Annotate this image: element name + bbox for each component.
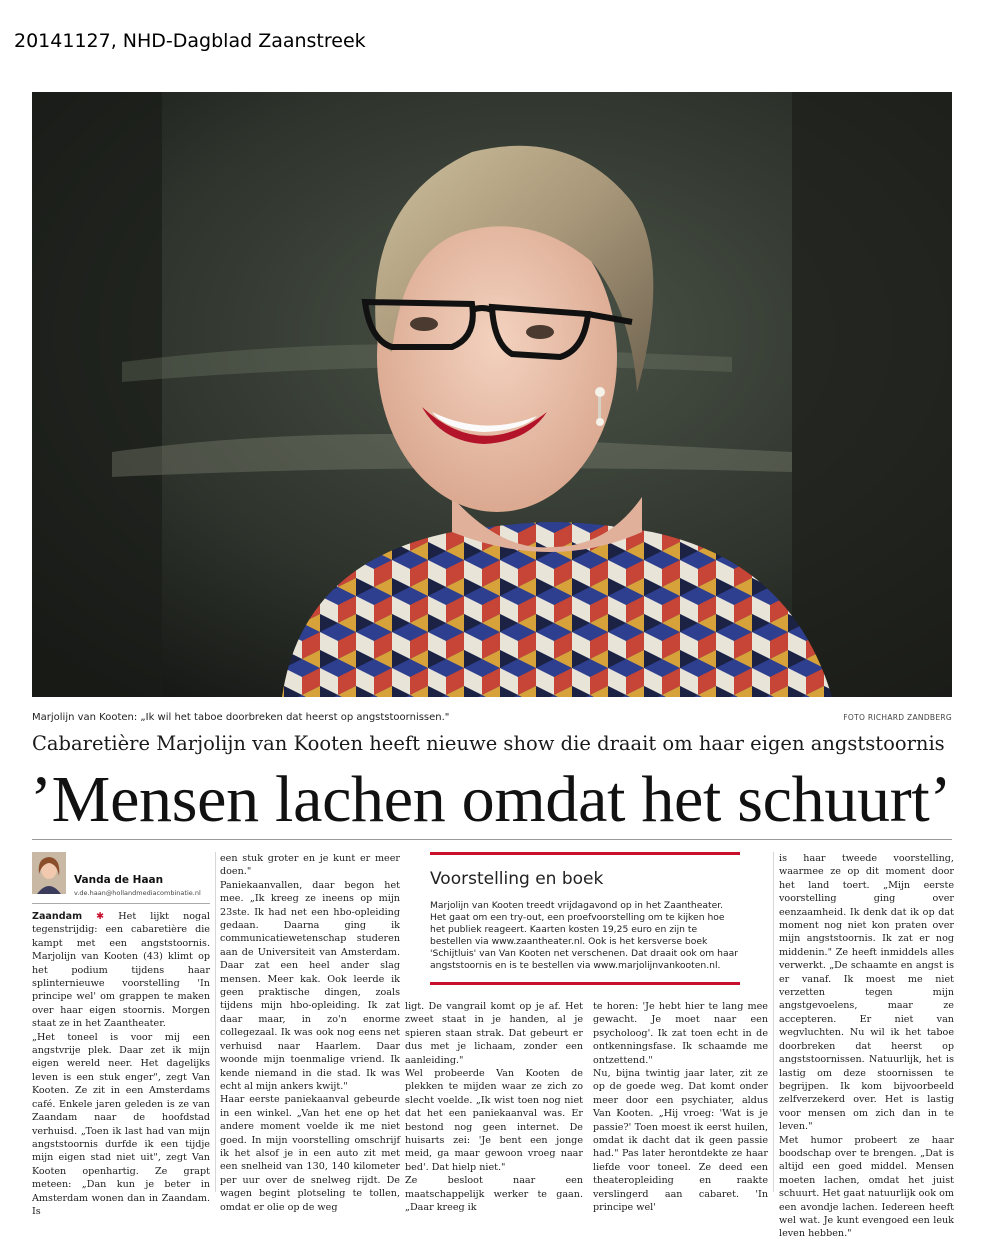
- paragraph: is haar tweede voorstelling, waarmee ze op dit moment door het land toert. „Mijn eerste voorstelling ging over eenzaamheid. Ik denk dat ik op dat moment nog niet kon praten over mijn angststoornis. Ik zat er nog middenin." Ze heeft inmiddels alles verwerkt. „De schaamte en angst is er vanaf. Ik moest me niet verzetten tegen mijn angstgevoelens, maar ze accepteren. Er niet van wegvluchten. Nu wil ik het taboe doorbreken dat heerst op angststoornissen. Natuurlijk, het is lastig om deze stoornissen te begrijpen. Ik kom bijvoorbeeld zelfverzekerd over. Het is lastig voor mensen om zich dan in te leven.": [779, 853, 954, 1133]
- avatar: [32, 852, 66, 894]
- dateline: Zaandam: [32, 911, 83, 922]
- article-headline: ’Mensen lachen omdat het schuurt’: [30, 763, 952, 836]
- paragraph: ligt. De vangrail komt op je af. Het zweet staat in je handen, al je spieren staan strak. Dat gebeurt er dus met je lichaam, zonder een aanleiding.": [405, 1001, 583, 1066]
- paragraph: [32, 910, 210, 1031]
- divider: [430, 982, 740, 985]
- article-column-5: [779, 852, 954, 1241]
- paragraph: Nu, bijna twintig jaar later, zit ze op de goede weg. Dat komt onder meer door een psychiater, aldus Van Kooten. „Hij vroeg: 'Wat is je passie?' Toen moest ik eerst huilen, omdat ik dacht dat ik geen passie had." Pas later herontdekte ze haar liefde voor toneel. Ze deed een theateropleiding en raakte verslingerd aan cabaret. 'In principe wel': [593, 1068, 768, 1214]
- paragraph: Ze besloot naar een maatschappelijk werker te gaan. „Daar kreeg ik: [405, 1175, 583, 1214]
- caption-text: Marjolijn van Kooten: „Ik wil het taboe doorbreken dat heerst op angststoornissen.": [32, 712, 450, 723]
- photo-caption: [32, 712, 952, 728]
- author-email: v.de.haan@hollandmediacombinatie.nl: [74, 889, 201, 897]
- author-name: Vanda de Haan: [74, 874, 164, 886]
- article-kicker: Cabaretière Marjolijn van Kooten heeft nieuwe show die draait om haar eigen angststoornis: [32, 732, 945, 755]
- portrait-illustration: [32, 92, 952, 697]
- article-column-3: [405, 1000, 583, 1215]
- paragraph: Paniekaanvallen, daar begon het mee. „Ik kreeg ze ineens op mijn 23ste. Ik had net een hbo-opleiding gedaan. Daarna ging ik communicatiewetenschap studeren aan de Universiteit van Amsterdam. Daar zat een heel ander slag mensen. Meer kak. Ook leerde ik geen praktische dingen, zoals tijdens mijn hbo-opleiding. Ik zat daar maar, in zo'n enorme collegezaal. Ik was ook nog eens net verhuisd naar Haarlem. Daar woonde mijn toenmalige vriend. Ik kende niemand in die stad. Ik was echt al mijn ankers kwijt.": [220, 879, 400, 1092]
- column-separator: [215, 852, 216, 1192]
- info-box: [430, 852, 740, 985]
- paragraph: Wel probeerde Van Kooten de plekken te mijden waar ze zich zo slecht voelde. „Ik wist toen nog niet dat het een paniekaanval was. Er bestond nog geen internet. De huisarts zei: 'Je bent een jonge meid, ga maar gewoon vroeg naar bed'. Dat hielp niet.": [405, 1068, 583, 1173]
- portrait-photo: [32, 92, 952, 697]
- article-column-2: [220, 852, 400, 1214]
- paragraph: Met humor probeert ze haar boodschap over te brengen. „Dat is altijd een goed middel. Mensen moeten lachen, omdat het juist schuurt. Het gaat natuurlijk ook om een avondje lachen. Iedereen heeft wel wat. Je kunt evengoed een leuk leven hebben.": [779, 1134, 954, 1240]
- asterisk-icon: ✱: [96, 911, 105, 922]
- info-box-title: Voorstelling en boek: [430, 869, 604, 889]
- info-box-body: Marjolijn van Kooten treedt vrijdagavond op in het Zaantheater. Het gaat om een try-out, een proefvoorstelling om te kijken hoe het publiek reageert. Kaarten kosten 19,25 euro en zijn te bestellen via www.zaantheater.nl. Ook is het kersverse boek 'Schijtluis' van Van Kooten net verschenen. Dat draait ook om haar angststoornis en is te bestellen via www.marjolijnvankooten.nl.: [430, 900, 738, 971]
- paragraph: een stuk groter en je kunt er meer doen.": [220, 853, 400, 878]
- paragraph: te horen: 'Je hebt hier te lang mee gewacht. Je moet naar een psycholoog'. Ik zat toen echt in de ontkenningsfase. Ik schaamde me ontzettend.": [593, 1001, 768, 1066]
- column-separator: [773, 852, 774, 1192]
- article-column-1: [32, 910, 210, 1218]
- source-line: 20141127, NHD-Dagblad Zaanstreek: [14, 30, 366, 52]
- author-byline: [32, 852, 210, 904]
- paragraph: „Het toneel is voor mij een angstvrije plek. Daar zet ik mijn eigen wereld neer. Het dagelijks leven is een stuk enger", zegt Van Kooten. Ze zit in een Amsterdams café. Enkele jaren geleden is ze van Zaandam naar de hoofdstad verhuisd. „Toen ik last had van mijn angststoornis durfde ik een tijdje mijn eigen stad niet uit", zegt Van Kooten openhartig. Ze grapt meteen: „Dan kun je beter in Amsterdam wonen dan in Zaandam. Is: [32, 1031, 210, 1217]
- divider: [32, 903, 210, 904]
- paragraph: Haar eerste paniekaanval gebeurde in een winkel. „Van het ene op het andere moment voelde ik me niet goed. In mijn voorstelling omschrijf ik het alsof je in een auto zit met een snelheid van 130, 140 kilometer per uur over de snelweg rijdt. De wagen begint plotseling te tollen, omdat er olie op de weg: [220, 1094, 400, 1213]
- article-column-4: [593, 1000, 768, 1215]
- divider: [32, 839, 952, 840]
- photo-credit: FOTO RICHARD ZANDBERG: [843, 713, 952, 722]
- paragraph-text: Het lijkt nogal tegenstrijdig: een cabaretière die kampt met een angststoornis. Marjolijn van Kooten (43) klimt op het podium tijdens haar splinternieuwe voorstelling 'In principe wel' om grappen te maken over haar eigen stoornis. Morgen staat ze in het Zaantheater.: [32, 911, 210, 1030]
